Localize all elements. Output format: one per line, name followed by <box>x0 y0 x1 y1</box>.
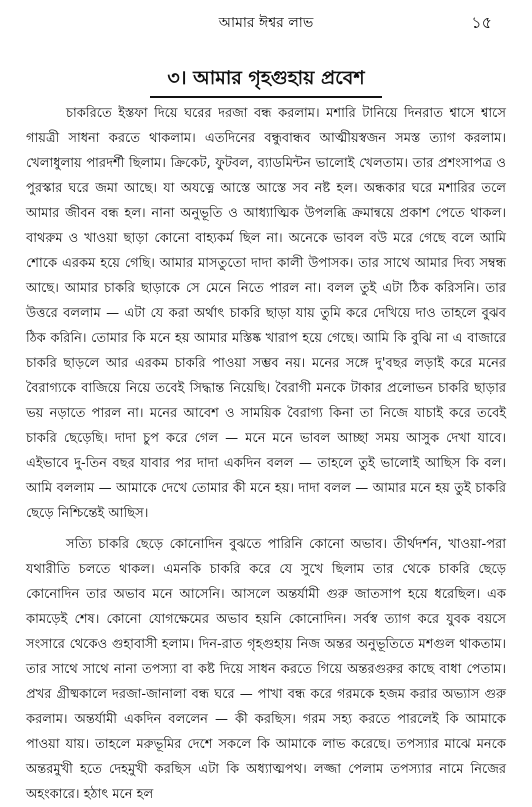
page-number: ১৫ <box>471 13 492 32</box>
running-title: আমার ঈশ্বর লাভ <box>218 15 314 31</box>
running-header <box>40 12 492 36</box>
body-text <box>26 101 506 807</box>
paragraph: সত্যি চাকরি ছেড়ে কোনোদিন বুঝতে পারিনি কোনো অভাব। তীর্থদর্শন, খাওয়া-পরা যথারীতি চলতে থাকল। এমনকি চাকরি করে যে সুখে ছিলাম তার থেকে চাকরি ছেড়ে কোনোদিন তার অভাব মনে আসেনি। আসলে অন্তর্যামী গুরু জাতসাপ হয়ে ধরেছিল। এক কামড়েই শেষ। কোনো যোগক্ষেমের অভাব হয়নি কোনোদিন। সর্বস্ব ত্যাগ করে যুবক বয়সে সংসারে থেকেও গুহাবাসী হলাম। দিন-রাত গৃহগুহায় নিজ অন্তর অনুভূতিতে মশগুল থাকতাম। তার সাথে সাথে নানা তপস্যা বা কষ্ট দিয়ে সাধন করতে গিয়ে অন্তরগুরুর কাছে বাধা পেতাম। প্রখর গ্রীষ্মকালে দরজা-জানালা বন্ধ ঘরে — পাখা বন্ধ করে গরমকে হজম করার অভ্যাস গুরু করলাম। অন্তর্যামী একদিন বললেন — কী করছিস। গরম সহ্য করতে পারলেই কি আমাকে পাওয়া যায়। তাহলে মরুভূমির দেশে সকলে কি আমাকে লাভ করেছে। তপস্যার মাঝে মনকে অন্তরমুখী হতে দেহমুখী করছিস এটা কি অধ্যাত্মপথ। লজ্জা পেলাম তপস্যার নামে নিজের অহংকারে। হঠাৎ মনে হল <box>26 537 506 802</box>
paragraph: চাকরিতে ইস্তফা দিয়ে ঘরের দরজা বন্ধ করলাম। মশারি টানিয়ে দিনরাত শ্বাসে শ্বাসে গায়ত্রী সাধনা করতে থাকলাম। এতদিনের বন্ধুবান্ধব আত্মীয়স্বজন সমস্ত ত্যাগ করলাম। খেলাধুলায় পারদর্শী ছিলাম। ক্রিকেট, ফুটবল, ব্যাডমিন্টন ভালোই খেলতাম। তার প্রশংসাপত্র ও পুরস্কার ঘরে জমা আছে। যা অযত্নে আস্তে আস্তে সব নষ্ট হল। অন্ধকার ঘরে মশারির তলে আমার জীবন বন্ধ হল। নানা অনুভূতি ও আধ্যাত্মিক উপলব্ধি ক্রমান্বয়ে প্রকাশ পেতে থাকল। বাথরুম ও খাওয়া ছাড়া কোনো বাহ্যকর্ম ছিল না। অনেকে ভাবল বউ মরে গেছে বলে আমি শোকে এরকম হয়ে গেছি। আমার মাসতুতো দাদা কালী উপাসক। তার সাথে আমার দিব্য সম্বন্ধ আছে। আমার চাকরি ছাড়াকে সে মেনে নিতে পারল না। বলল তুই এটা ঠিক করিসনি। তার উত্তরে বললাম — এটা যে করা অর্থাৎ চাকরি ছাড়া যায় তুমি করে দেখিয়ে দাও তাহলে বুঝব ঠিক করিনি। তোমার কি মনে হয় আমার মস্তিষ্ক খারাপ হয়ে গেছে। আমি কি বুঝি না এ বাজারে চাকরি ছাড়লে আর এরকম চাকরি পাওয়া সম্ভব নয়। মনের সঙ্গে দু'বছর লড়াই করে মনের বৈরাগ্যকে বাজিয়ে নিয়ে তবেই সিদ্ধান্ত নিয়েছি। বৈরাগী মনকে টাকার প্রলোভন চাকরি ছাড়ার ভয় নড়াতে পারল না। মনের আবেশ ও সাময়িক বৈরাগ্য কিনা তা নিজে যাচাই করে তবেই চাকরি ছেড়েছি। দাদা চুপ করে গেল — মনে মনে ভাবল আচ্ছা সময় আসুক দেখা যাবে। এইভাবে দু-তিন বছর যাবার পর দাদা একদিন বলল — তাহলে তুই ভালোই আছিস কি বল। আমি বললাম — আমাকে দেখে তোমার কী মনে হয়। দাদা বলল — আমার মনে হয় তুই চাকরি ছেড়ে নিশ্চিন্তেই আছিস। <box>26 106 506 521</box>
chapter-title: ৩। আমার গৃহগুহায় প্রবেশ <box>150 62 382 98</box>
